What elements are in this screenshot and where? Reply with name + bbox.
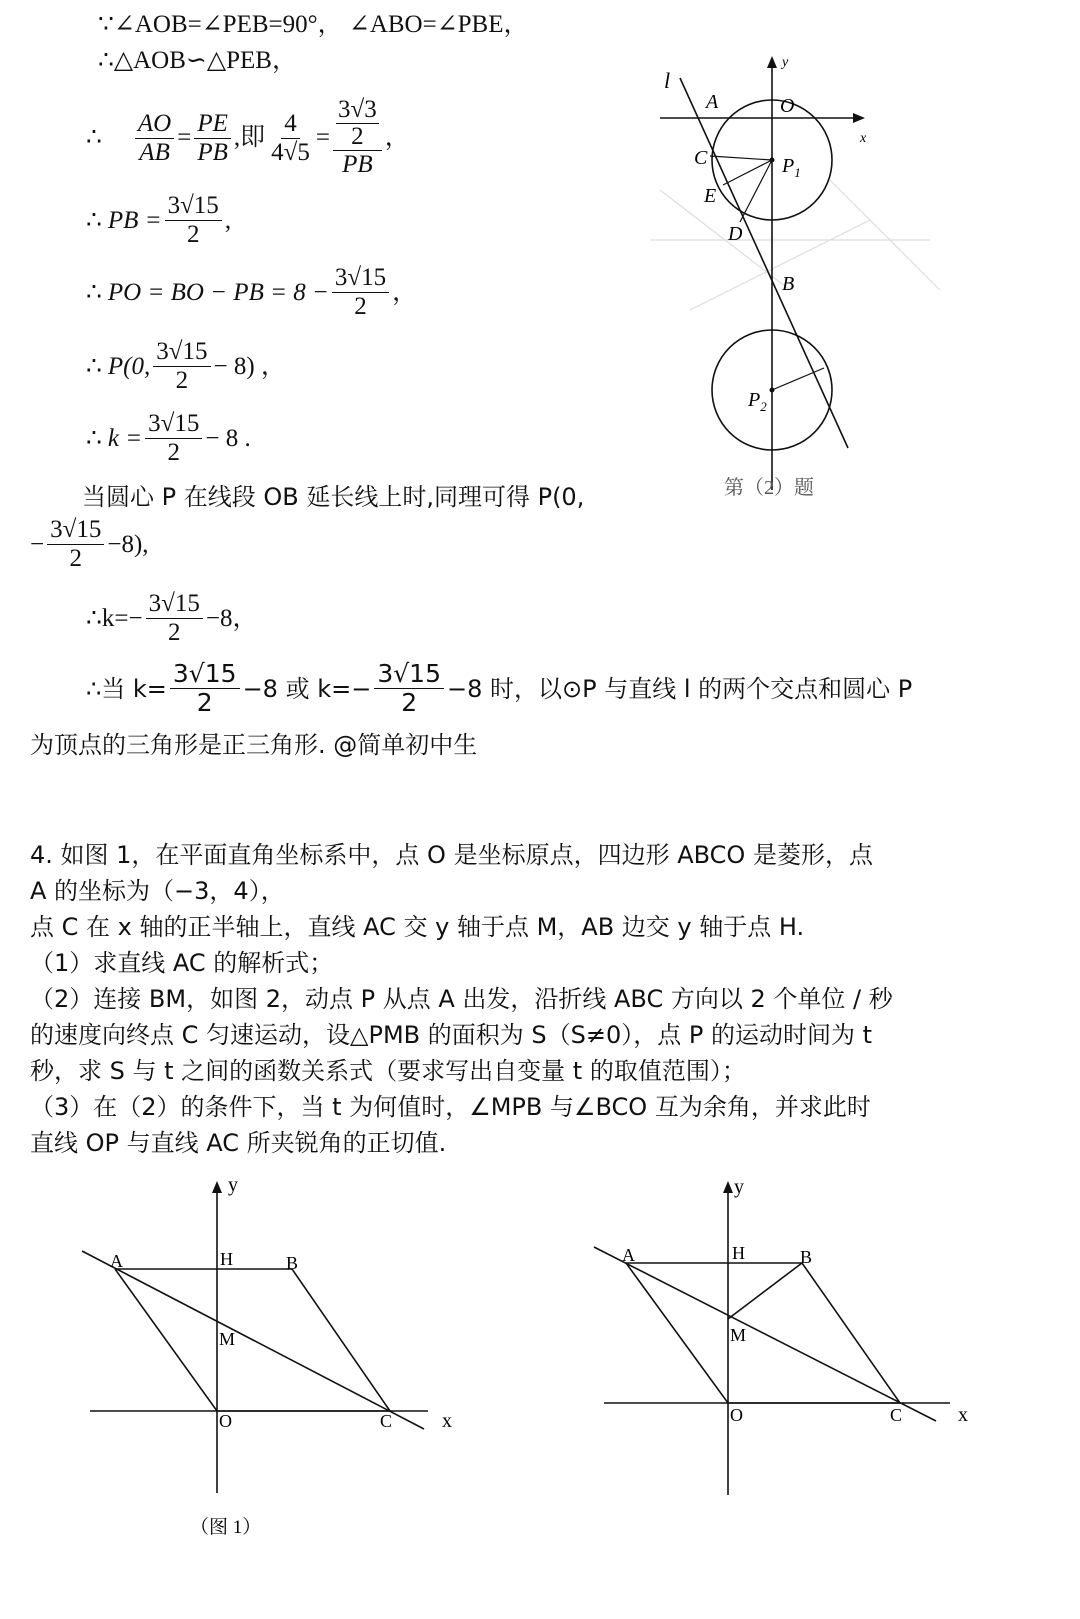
k-equation: ∴ k = $\frac{3√15}{2}$ − 8 . <box>86 410 251 466</box>
label-x: x <box>860 131 867 146</box>
fig2-label-m: M <box>730 1325 747 1345</box>
fig2-label-x: x <box>958 1404 968 1426</box>
label-l: l <box>664 68 671 93</box>
fig1-line-ac <box>82 1251 424 1429</box>
fig1-label-b: B <box>286 1253 299 1273</box>
fig1-label-a: A <box>110 1251 123 1271</box>
point-p1 <box>770 158 775 163</box>
problem4-line-6: 的速度向终点 C 匀速运动，设△PMB 的面积为 S（S≠0），点 P 的运动时间为 t <box>30 1021 872 1049</box>
segment-p1-e <box>723 160 772 185</box>
label-o: O <box>780 95 795 117</box>
fig2-label-b: B <box>800 1247 813 1267</box>
p-coordinate: ∴ P(0, $\frac{3√15}{2}$ − 8) ， <box>86 338 286 394</box>
figure-circles <box>650 50 950 520</box>
problem4-line-3: 点 C 在 x 轴的正半轴上，直线 AC 交 y 轴于点 M，AB 边交 y 轴于点 H. <box>30 913 805 941</box>
segment-p1-d <box>740 160 772 222</box>
fig2-label-y: y <box>734 1176 744 1198</box>
problem4-line-8: （3）在（2）的条件下，当 t 为何值时，∠MPB 与∠BCO 互为余角，并求此时 <box>30 1093 871 1121</box>
label-p2: $P_2$ <box>748 389 767 414</box>
case2-coordinate: − $\frac{3√15}{2}$ −8), <box>30 516 149 572</box>
x-axis-arrow <box>853 113 865 123</box>
segment-p1-c <box>710 156 772 160</box>
k2-equation: ∴k=− $\frac{3√15}{2}$ −8， <box>86 590 258 646</box>
problem4-line-2: A 的坐标为（−3，4）， <box>30 877 285 905</box>
fig2-line-ac <box>594 1247 936 1421</box>
label-d: D <box>728 223 743 245</box>
problem4-line-1: 4. 如图 1，在平面直角坐标系中，点 O 是坐标原点，四边形 ABCO 是菱形，点 <box>30 841 873 869</box>
fig1-label-o: O <box>219 1411 232 1431</box>
label-p1: $P_1$ <box>782 155 801 180</box>
solution-line-2: ∴△AOB∽△PEB， <box>98 47 297 74</box>
fraction-pe-pb: $\frac{PE}{PB}$ <box>194 110 231 167</box>
label-b: B <box>782 273 795 295</box>
po-equation: ∴ PO = BO − PB = 8 − $\frac{3√15}{2}$ ， <box>86 264 418 320</box>
therefore-symbol: ∴ <box>86 124 102 151</box>
fig1-label-y: y <box>228 1175 238 1196</box>
fig1-label-m: M <box>219 1329 236 1349</box>
label-c: C <box>694 147 708 169</box>
fig1-caption: （图 1） <box>190 1517 262 1538</box>
fig1-label-h: H <box>220 1249 233 1269</box>
fig1-y-arrow <box>212 1181 222 1193</box>
label-a: A <box>706 91 719 113</box>
fig2-y-arrow <box>723 1181 733 1193</box>
fig2-label-o: O <box>730 1405 743 1425</box>
problem4-line-5: （2）连接 BM，如图 2，动点 P 从点 A 出发，沿折线 ABC 方向以 2 个单位 / 秒 <box>30 985 893 1013</box>
fig2-label-c: C <box>890 1405 903 1425</box>
problem4-line-9: 直线 OP 与直线 AC 所夹锐角的正切值. <box>30 1129 447 1157</box>
final-conclusion: ∴当 k= $\frac{3√15}{2}$ −8 或 k=− $\frac{3√15}{2}$ −8 时，以⊙P 与直线 l 的两个交点和圆心 P <box>86 659 913 717</box>
fig1-label-c: C <box>380 1411 393 1431</box>
case2-text: 当圆心 P 在线段 OB 延长线上时,同理可得 P(0, <box>82 483 585 511</box>
figure-2 <box>590 1175 1010 1545</box>
fraction-complex: 3√3 2 PB <box>333 97 382 179</box>
y-axis-arrow <box>767 56 777 68</box>
solution-line-1: ∵∠AOB=∠PEB=90°， ∠ABO=∠PBE， <box>98 11 529 38</box>
final-conclusion-line2: 为顶点的三角形是正三角形. @简单初中生 <box>30 731 478 759</box>
pb-equation: ∴ PB = $\frac{3√15}{2}$ , <box>86 192 232 248</box>
label-e: E <box>704 185 717 207</box>
problem4-line-4: （1）求直线 AC 的解析式； <box>30 949 334 977</box>
faint-construction <box>650 180 940 310</box>
fraction-ao-ab: $\frac{AO}{AB}$ <box>135 110 174 167</box>
label-y: y <box>782 55 789 70</box>
fig2-label-a: A <box>622 1245 635 1265</box>
fraction-4-4root5: $\frac{4}{4√5}$ <box>271 109 310 166</box>
fig2-label-h: H <box>732 1243 745 1263</box>
fig1-label-x: x <box>442 1410 452 1432</box>
fig2-segment-bm <box>728 1263 802 1319</box>
problem4-line-7: 秒，求 S 与 t 之间的函数关系式（要求写出自变量 t 的取值范围）； <box>30 1057 746 1085</box>
figure-caption: 第（2）题 <box>724 477 814 499</box>
line-l <box>680 78 848 448</box>
ratio-equation: ∴ $\frac{AO}{AB}$ = $\frac{PE}{PB}$ ,即 $\frac{4}{4√5}$ = 3√3 2 PB ， <box>86 96 410 178</box>
point-p2 <box>770 388 775 393</box>
figure-1 <box>80 1175 470 1565</box>
